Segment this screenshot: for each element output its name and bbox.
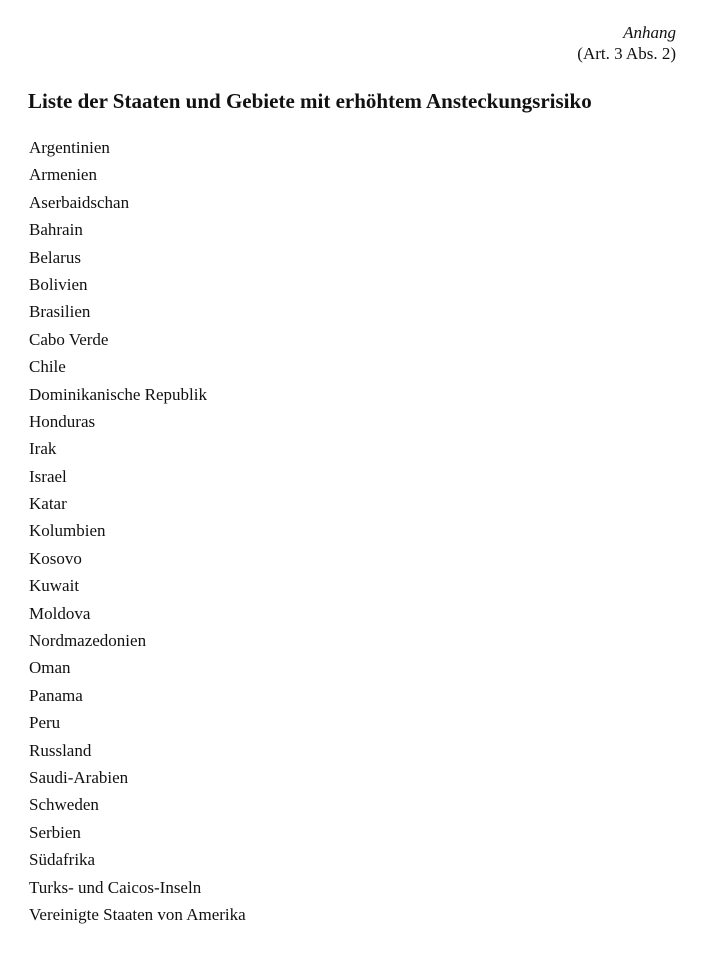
country-list-item: Turks- und Caicos-Inseln <box>29 877 202 897</box>
country-list-item: Bolivien <box>29 274 88 294</box>
country-list-item: Kolumbien <box>29 521 106 541</box>
country-list <box>29 134 246 928</box>
country-list-item: Kosovo <box>29 548 82 568</box>
country-list-item: Bahrain <box>29 220 83 240</box>
country-list-item: Kuwait <box>29 576 80 596</box>
country-list-item: Argentinien <box>29 138 110 157</box>
document-title: Liste der Staaten und Gebiete mit erhöhtem Ansteckungsrisiko <box>28 89 592 113</box>
country-list-item: Moldova <box>29 603 91 623</box>
country-list-item: Brasilien <box>29 302 91 322</box>
country-list-item: Oman <box>29 658 71 678</box>
country-list-item: Südafrika <box>29 850 96 870</box>
country-list-item: Serbien <box>29 822 81 842</box>
country-list-item: Vereinigte Staaten von Amerika <box>29 904 246 924</box>
country-list-item: Armenien <box>29 165 97 185</box>
country-list-item: Panama <box>29 685 83 705</box>
annex-header <box>577 22 676 64</box>
annex-title: Anhang <box>623 23 676 42</box>
country-list-item: Belarus <box>29 247 81 267</box>
annex-reference: (Art. 3 Abs. 2) <box>577 44 676 63</box>
country-list-item: Aserbaidschan <box>29 192 130 212</box>
country-list-item: Israel <box>29 466 67 486</box>
country-list-item: Irak <box>29 439 57 459</box>
country-list-item: Cabo Verde <box>29 329 109 349</box>
country-list-item: Katar <box>29 494 67 514</box>
country-list-item: Schweden <box>29 795 99 815</box>
country-list-item: Chile <box>29 357 66 377</box>
country-list-item: Nordmazedonien <box>29 631 147 651</box>
country-list-item: Peru <box>29 713 61 733</box>
country-list-item: Dominikanische Republik <box>29 384 208 404</box>
country-list-item: Saudi-Arabien <box>29 767 129 787</box>
country-list-item: Honduras <box>29 411 96 431</box>
country-list-item: Russland <box>29 740 92 760</box>
